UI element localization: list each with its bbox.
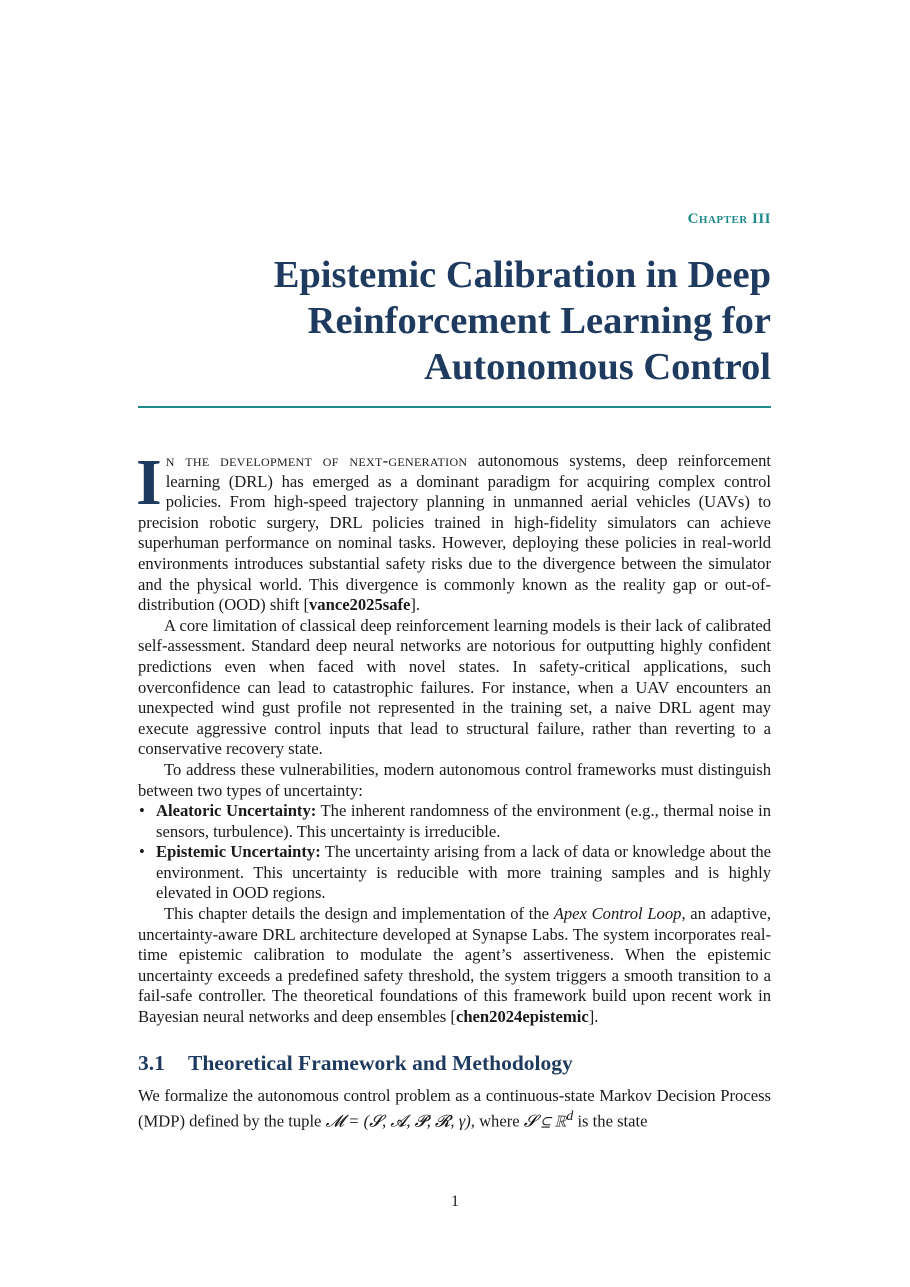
bullet-icon: • xyxy=(139,801,145,821)
paragraph-mdp xyxy=(138,1086,771,1133)
bullet-text: The inherent randomness of the environment (e.g., thermal noise in sensors, turbulence). This uncertainty is irreducible. xyxy=(156,801,771,841)
chapter-body xyxy=(136,446,771,1132)
intro-paragraph xyxy=(136,446,771,616)
citation-vance2025safe[interactable]: vance2025safe xyxy=(309,595,411,615)
intro-text: autonomous systems, deep reinforcement learning (DRL) has emerged as a dominant paradigm for acquiring complex control policies. From high-speed trajectory planning in unmanned aerial vehicles (UAVs) to precision robotic surgery, DRL policies trained in high-fidelity simulators can achieve superhuman performance on nominal tasks. However, deploying these policies in real-world environments introduces substantial safety risks due to the divergence between the simulator and the physical world. This divergence is commonly known as the reality gap or out-of-distribution (OOD) shift [ xyxy=(138,451,771,615)
apex-text: This chapter details the design and implementation of the xyxy=(164,904,554,924)
bullet-icon: • xyxy=(139,842,145,862)
list-item-epistemic xyxy=(138,842,771,904)
list-item-aleatoric xyxy=(138,801,771,842)
bullet-term: Epistemic Uncertainty: xyxy=(156,842,321,862)
page-number: 1 xyxy=(451,1193,459,1210)
chapter-title-line-2: Reinforcement Learning for xyxy=(307,300,771,342)
bullet-term: Aleatoric Uncertainty: xyxy=(156,801,317,821)
apex-text-2: , an adaptive, uncertainty-aware DRL architecture developed at Synapse Labs. The system incorporates real-time epistemic calibration to modulate the agent’s assertiveness. When the epistemic uncertainty exceeds a predefined safety threshold, the system triggers a smooth transition to a fail-safe controller. The theoretical foundations of this framework build upon recent work in Bayesian neural networks and deep ensembles [ xyxy=(138,904,771,1027)
paragraph-limitations: A core limitation of classical deep reinforcement learning models is their lack of calibrated self-assessment. Standard deep neural networks are notorious for outputting highly confident predictions even when faced with novel states. In safety-critical applications, such overconfidence can lead to catastrophic failures. For instance, when a UAV encounters an unexpected wind gust profile not represented in the training set, a naive DRL agent may execute aggressive control inputs that lead to structural failure, rather than reverting to a conservative recovery state. xyxy=(138,615,771,759)
intro-text-end: ]. xyxy=(410,595,421,615)
mdp-text-2: , where xyxy=(470,1111,524,1131)
citation-chen2024epistemic[interactable]: chen2024epistemic xyxy=(455,1007,589,1027)
title-rule xyxy=(138,406,771,408)
chapter-title-line-3: Autonomous Control xyxy=(424,346,771,388)
chapter-label: Chapter III xyxy=(687,211,771,227)
drop-cap: I xyxy=(136,446,162,519)
bullet-text: The uncertainty arising from a lack of data or knowledge about the environment. This uncertainty is reducible with more training samples and is highly elevated in OOD regions. xyxy=(156,842,771,903)
section-number: 3.1 xyxy=(138,1050,165,1075)
paragraph-apex xyxy=(138,904,771,1028)
uncertainty-list xyxy=(138,801,771,904)
chapter-title xyxy=(138,252,771,390)
state-space-dim: d xyxy=(566,1108,574,1124)
section-title: Theoretical Framework and Methodology xyxy=(188,1050,573,1075)
state-space-math: 𝓢 ⊆ ℝ xyxy=(523,1111,567,1131)
chapter-title-line-1: Epistemic Calibration in Deep xyxy=(273,254,771,296)
paragraph-uncertainty-types: To address these vulnerabilities, modern autonomous control frameworks must distinguish between two types of uncertainty: xyxy=(138,759,771,800)
mdp-text: We formalize the autonomous control problem as a continuous-state Markov Decision Process (MDP) defined by the tuple xyxy=(138,1085,771,1131)
intro-smallcaps-lead: n the development of next-generation xyxy=(165,451,468,470)
mdp-text-end: is the state xyxy=(573,1111,648,1131)
section-heading xyxy=(138,1050,771,1076)
apex-text-end: ]. xyxy=(588,1007,599,1027)
mdp-tuple-math: 𝓜 = (𝓢, 𝓐, 𝓟, 𝓡, γ) xyxy=(325,1111,471,1131)
apex-control-loop-name: Apex Control Loop xyxy=(553,904,682,924)
